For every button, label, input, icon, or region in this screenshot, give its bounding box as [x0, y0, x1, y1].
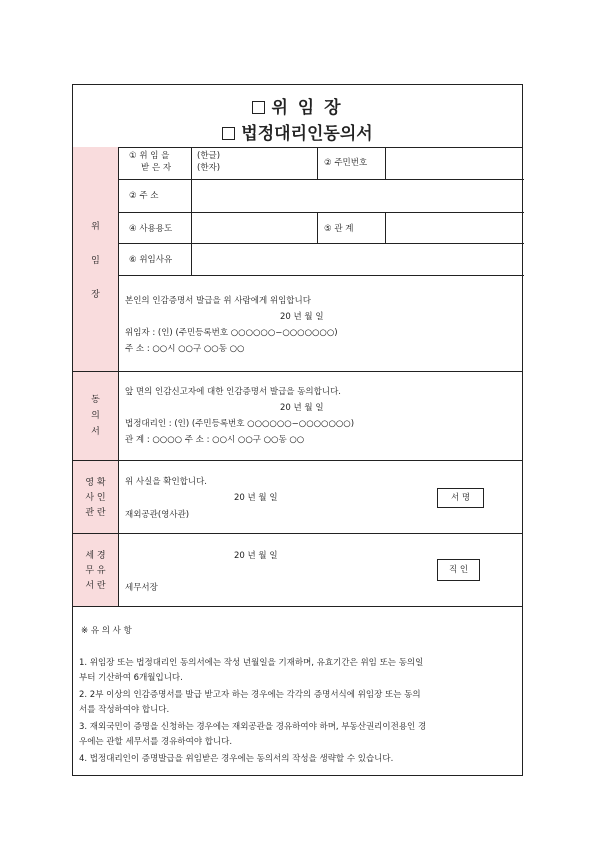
- guardian-line: 법정대리인 : (인) (주민등록번호 ○○○○○○−○○○○○○○): [125, 419, 355, 429]
- divider: [317, 147, 318, 179]
- consulate-side-label: 영 확 사 인 관 란: [73, 461, 119, 534]
- consent-date: 20 년 월 일: [280, 403, 324, 413]
- address-label: ② 주 소: [129, 191, 159, 201]
- divider: [191, 147, 192, 275]
- title-delegation: 위 임 장: [73, 93, 522, 118]
- divider: [317, 212, 318, 243]
- form-header: [73, 85, 522, 148]
- id-number-label: ② 주민번호: [324, 158, 368, 168]
- checkbox-consent[interactable]: [222, 127, 235, 140]
- divider: [385, 212, 386, 243]
- consulate-date: 20 년 월 일: [234, 493, 278, 503]
- notes-item: 4. 법정대리인이 증명발급을 위임받은 경우에는 동의서의 작성을 생략할 수 있습니다.: [79, 754, 394, 764]
- usage-label: ④ 사용용도: [129, 224, 173, 234]
- section-divider: [73, 371, 522, 372]
- notes-heading: ※ 유 의 사 항: [81, 626, 132, 636]
- divider: [119, 243, 524, 244]
- official-seal-box[interactable]: 직 인: [437, 559, 480, 581]
- form-frame: [72, 84, 523, 776]
- name-korean-field[interactable]: (한글): [197, 151, 221, 161]
- reason-label: ⑥ 위임사유: [129, 255, 173, 265]
- notes-item: 우에는 관할 세무서를 경유하여야 합니다.: [79, 737, 233, 747]
- notes-item: 서를 작성하여야 합니다.: [79, 705, 170, 715]
- consulate-statement: 위 사실을 확인합니다.: [125, 477, 208, 487]
- notes-item: 2. 2부 이상의 인감증명서를 발급 받고자 하는 경우에는 각각의 증명서식에 위임장 또는 동의: [79, 690, 421, 700]
- sign-box[interactable]: 서 명: [437, 488, 484, 508]
- relation-label: ⑤ 관 계: [324, 224, 354, 234]
- divider: [119, 275, 524, 276]
- section-divider: [73, 606, 522, 607]
- notes-item: 3. 재외국민이 증명을 신청하는 경우에는 재외공관을 경유하여야 하며, 부동산권리이전용인 경: [79, 722, 427, 732]
- recipient-label-2: 받 은 자: [141, 163, 172, 173]
- section-divider: [73, 533, 522, 534]
- consulate-office: 재외공관(영사관): [125, 510, 190, 520]
- notes-item: 1. 위임장 또는 법정대리인 동의서에는 작성 년월일을 기재하며, 유효기간은 위임 또는 동의일: [79, 658, 424, 668]
- tax-office-side-label: 세 경 무 유 서 란: [73, 534, 119, 606]
- section-divider: [73, 460, 522, 461]
- tax-office-name: 세무서장: [125, 583, 158, 593]
- delegation-statement: 본인의 인감증명서 발급을 위 사람에게 위임합니다: [125, 296, 311, 306]
- checkbox-delegation[interactable]: [252, 101, 265, 114]
- consent-statement: 앞 면의 인감신고자에 대한 인감증명서 발급을 동의합니다.: [125, 387, 341, 397]
- delegator-address: 주 소 : ○○시 ○○구 ○○동 ○○: [125, 344, 245, 354]
- consent-side-label: 동 의 서: [73, 372, 119, 461]
- delegation-side-label: 위 임 장: [73, 147, 119, 372]
- notes-item: 부터 기산하여 6개월입니다.: [79, 673, 183, 683]
- recipient-label-1: ① 위 임 을: [129, 151, 170, 161]
- name-hanja-field[interactable]: (한자): [197, 163, 221, 173]
- divider: [385, 147, 386, 179]
- delegator-line: 위임자 : (인) (주민등록번호 ○○○○○○−○○○○○○○): [125, 328, 338, 338]
- title-consent: 법정대리인동의서: [73, 119, 522, 144]
- divider: [119, 179, 524, 180]
- delegation-date: 20 년 월 일: [280, 312, 324, 322]
- tax-date: 20 년 월 일: [234, 551, 278, 561]
- guardian-relation-address: 관 계 : ○○○○ 주 소 : ○○시 ○○구 ○○동 ○○: [125, 435, 305, 445]
- divider: [119, 212, 524, 213]
